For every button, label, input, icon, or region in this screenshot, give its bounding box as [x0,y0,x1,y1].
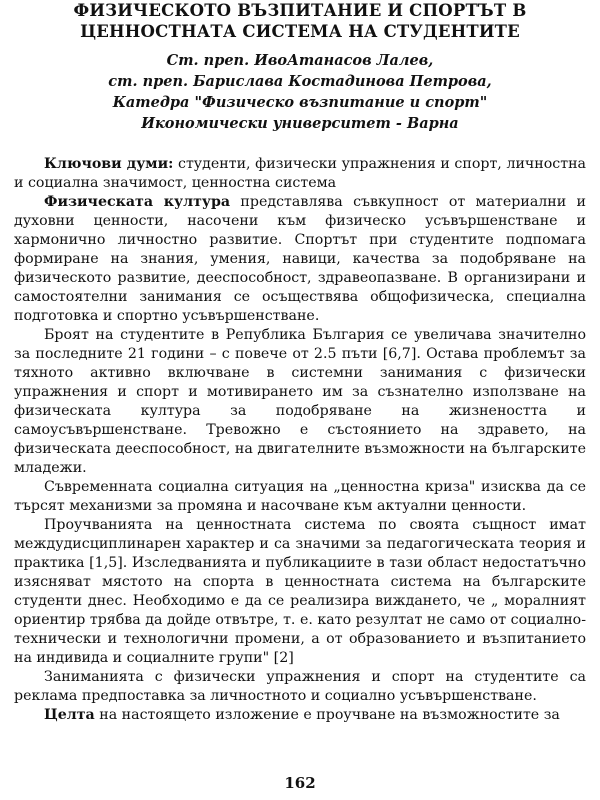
paragraph-6-lead: Целта [44,707,95,723]
title-line-2: ЦЕННОСТНАТА СИСТЕМА НА СТУДЕНТИТЕ [80,22,520,41]
title-line-1: ФИЗИЧЕСКОТО ВЪЗПИТАНИЕ И СПОРТЪТ В [73,1,527,20]
paragraph-2: Броят на студентите в Република България се увеличава значително за последните 21 години – с повече от 2.5 пъти [6,7]. Остава проблемът за тяхното активно включване в системни занимания с физически упражнения и спорт и мотивирането им за съзнателно използване на физическата култура за подобряване на жизнеността и самоусъвършенстване. Тревожно е състоянието на здравето, на физическата дееспособност, на двигателните възможности на българските младежи. [14,327,586,476]
paragraph-6-text: на настоящето изложение е проучване на възможностите за [94,707,560,723]
paragraph-5: Заниманията с физически упражнения и спорт на студентите са реклама предпоставка за личностното и социално усъвършенстване. [14,669,586,704]
paragraph-1-text: представлява съвкупност от материални и духовни ценности, насочени към физическо усъвършенстване и хармонично личностно развитие. Спортът при студентите подпомага формиране на знания, умения, навици, качества за подобряване на физическото развитие, дееспособност, здравеопазване. В организирани и самостоятелни занимания се осъществява общофизическа, специална подготовка и спортно усъвършенстване. [14,194,586,324]
keywords-paragraph [14,155,586,193]
author-department: Катедра "Физическо възпитание и спорт" [112,94,488,111]
paragraph-3: Съвременната социална ситуация на „ценностна криза" изисква да се търсят механизми за промяна и насочване към актуални ценности. [14,479,586,514]
page-number: 162 [284,774,316,792]
paragraph-1 [14,193,586,326]
paragraph-4: Проучванията на ценностната система по своята същност имат междудисциплинарен характер и са значими за педагогическата теория и практика [1,5]. Изследванията и публикациите в тази област недостатъчно изясняват мястото на спорта в ценностната система на българските студенти днес. Необходимо е да се реализира виждането, че „ моралният ориентир трябва да дойде отвътре, т. е. като резултат не само от социално-технически и технологични промени, а от образованието и възпитанието на индивида и социалните групи" [2] [14,517,586,666]
keywords-label: Ключови думи: [44,156,174,172]
author-block [14,50,586,134]
keywords-text: студенти, физически упражнения и спорт, личностна и социална значимост, ценностна система [14,156,586,191]
author-university: Икономически университет - Варна [141,115,459,132]
paragraph-6 [14,706,586,725]
author-line-2: ст. преп. Бариславa Костадинова Петрова, [108,73,492,90]
document-title [14,0,586,42]
paragraph-1-lead: Физическата култура [44,194,231,210]
author-line-1: Ст. преп. ИвоАтанасов Лалев, [166,52,434,69]
document-body [14,155,586,725]
